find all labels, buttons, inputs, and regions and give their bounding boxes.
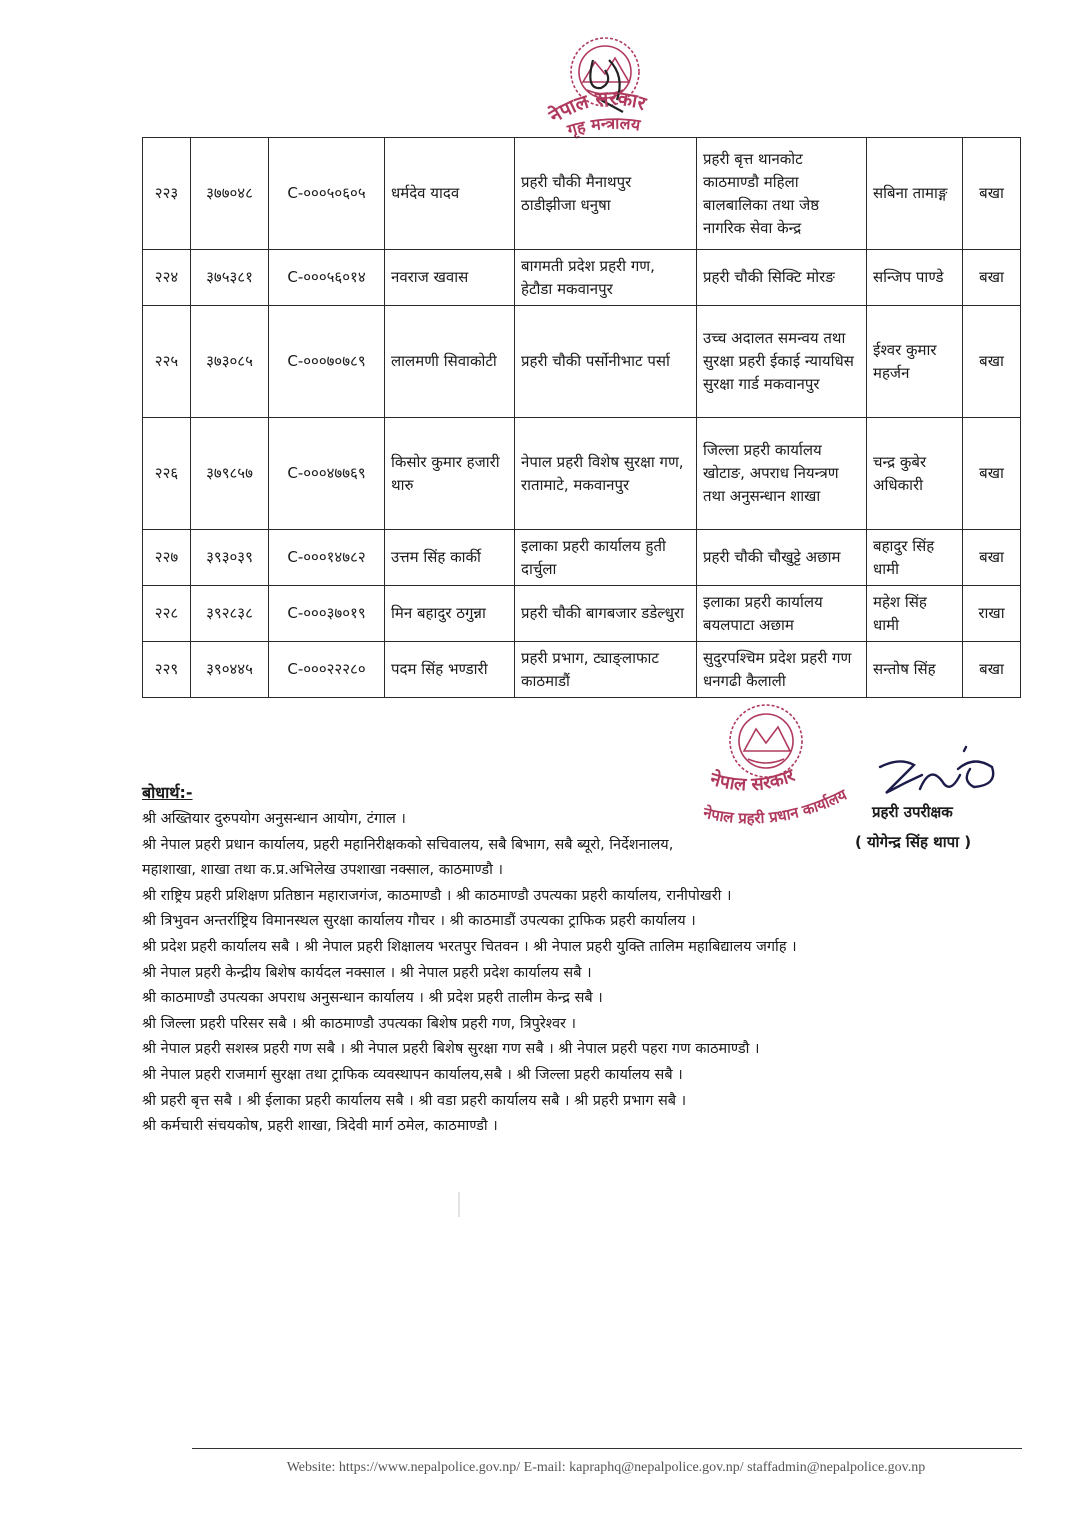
replacement-officer-cell: सन्तोष सिंह [867,642,963,698]
seal-text-line1: नेपाल सरकार [545,87,649,128]
replacement-officer-cell: महेश सिंह धामी [867,586,963,642]
code-number-cell: C-०००२२२८० [269,642,385,698]
name-cell: उत्तम सिंह कार्की [385,530,515,586]
serial-number-cell: २२८ [143,586,191,642]
footer-contact: Website: https://www.nepalpolice.gov.np/ E-mail: kapraphq@nepalpolice.gov.np/ staffadmin@nepalpolice.gov.np [286,1460,926,1475]
serial-number-cell: २२४ [143,250,191,306]
cc-line: श्री नेपाल प्रहरी प्रधान कार्यालय, प्रहरी महानिरीक्षकको सचिवालय, सबै बिभाग, सबै ब्यूरो, निर्देशनालय, [142,836,674,853]
signature [870,745,1010,809]
table-row [143,306,1021,418]
transfer-records-table [142,137,1021,698]
cc-line: श्री नेपाल प्रहरी राजमार्ग सुरक्षा तथा ट्राफिक व्यवस्थापन कार्यालय,सबै । श्री जिल्ला प्रहरी कार्यालय सबै । [142,1066,683,1083]
status-cell: बखा [963,138,1021,250]
status-cell: राखा [963,586,1021,642]
code-number-cell: C-०००५०६०५ [269,138,385,250]
new-post-cell: जिल्ला प्रहरी कार्यालय खोटाङ, अपराध नियन्त्रण तथा अनुसन्धान शाखा [697,418,867,530]
police-id-cell: ३९२८३८ [191,586,269,642]
signatory-title: प्रहरी उपरीक्षक [872,803,953,821]
current-post-cell: इलाका प्रहरी कार्यालय हुती दार्चुला [515,530,697,586]
replacement-officer-cell: बहादुर सिंह धामी [867,530,963,586]
current-post-cell: नेपाल प्रहरी विशेष सुरक्षा गण, रातामाटे, मकवानपुर [515,418,697,530]
cc-line: महाशाखा, शाखा तथा क.प्र.अभिलेख उपशाखा नक्साल, काठमाण्डौ । [142,862,503,879]
table-row [143,642,1021,698]
name-cell: धर्मदेव यादव [385,138,515,250]
cc-line: श्री कर्मचारी संचयकोष, प्रहरी शाखा, त्रिदेवी मार्ग ठमेल, काठमाण्डौ । [142,1118,498,1135]
status-cell: बखा [963,418,1021,530]
name-cell: मिन बहादुर ठगुन्ना [385,586,515,642]
current-post-cell: प्रहरी चौकी मैनाथपुर ठाडीझीजा धनुषा [515,138,697,250]
new-post-cell: इलाका प्रहरी कार्यालय बयलपाटा अछाम [697,586,867,642]
table-row [143,250,1021,306]
current-post-cell: प्रहरी प्रभाग, ट्याङ्लाफाट काठमाडौं [515,642,697,698]
handwritten-signature-icon [870,745,1010,805]
code-number-cell: C-०००३७०१९ [269,586,385,642]
table-row [143,530,1021,586]
scan-artifact [458,1192,460,1217]
cc-line: श्री त्रिभुवन अन्तर्राष्ट्रिय विमानस्थल सुरक्षा कार्यालय गौचर । श्री काठमाडौं उपत्यका ट्राफिक प्रहरी कार्यालय । [142,913,696,930]
table-row [143,586,1021,642]
new-post-cell: उच्च अदालत समन्वय तथा सुरक्षा प्रहरी ईकाई न्यायधिस सुरक्षा गार्ड मकवानपुर [697,306,867,418]
police-id-cell: ३९३०३९ [191,530,269,586]
name-cell: नवराज खवास [385,250,515,306]
status-cell: बखा [963,530,1021,586]
serial-number-cell: २२३ [143,138,191,250]
cc-line: श्री जिल्ला प्रहरी परिसर सबै । श्री काठमाण्डौ उपत्यका बिशेष प्रहरी गण, त्रिपुरेश्वर । [142,1015,577,1032]
code-number-cell: C-०००५६०१४ [269,250,385,306]
cc-heading: बोधार्थ:- [142,783,193,802]
cc-line: श्री नेपाल प्रहरी सशस्त्र प्रहरी गण सबै । श्री नेपाल प्रहरी बिशेष सुरक्षा गण सबै । श्री नेपाल प्रहरी पहरा गण काठमाण्डौ । [142,1041,760,1058]
replacement-officer-cell: चन्द्र कुबेर अधिकारी [867,418,963,530]
signatory-name: ( योगेन्द्र सिंह थापा ) [855,833,972,851]
name-cell: लालमणी सिवाकोटी [385,306,515,418]
new-post-cell: प्रहरी बृत्त थानकोट काठमाण्डौ महिला बालबालिका तथा जेष्ठ नागरिक सेवा केन्द्र [697,138,867,250]
name-cell: पदम सिंह भण्डारी [385,642,515,698]
cc-line: श्री प्रदेश प्रहरी कार्यालय सबै । श्री नेपाल प्रहरी शिक्षालय भरतपुर चितवन । श्री नेपाल प्रहरी युक्ति तालिम महाबिद्यालय जर्गाह । [142,938,797,955]
new-post-cell: प्रहरी चौकी चौखुट्टे अछाम [697,530,867,586]
seal-text-line2: गृह मन्त्रालय [565,113,642,140]
serial-number-cell: २२७ [143,530,191,586]
replacement-officer-cell: सन्जिप पाण्डे [867,250,963,306]
cc-line: श्री प्रहरी बृत्त सबै । श्री ईलाका प्रहरी कार्यालय सबै । श्री वडा प्रहरी कार्यालय सबै । श्री प्रहरी प्रभाग सबै । [142,1092,687,1109]
police-id-cell: ३७५३८१ [191,250,269,306]
police-id-cell: ३९०४४५ [191,642,269,698]
code-number-cell: C-०००४७७६९ [269,418,385,530]
cc-line: श्री राष्ट्रिय प्रहरी प्रशिक्षण प्रतिष्ठान महाराजगंज, काठमाण्डौ । श्री काठमाण्डौ उपत्यका प्रहरी कार्यालय, रानीपोखरी । [142,887,732,904]
cc-line: श्री अख्तियार दुरुपयोग अनुसन्धान आयोग, टंगाल । [142,811,406,827]
police-id-cell: ३७३०८५ [191,306,269,418]
svg-text:नेपाल सरकार [707,765,798,796]
serial-number-cell: २२६ [143,418,191,530]
table-row [143,138,1021,250]
status-cell: बखा [963,250,1021,306]
status-cell: बखा [963,306,1021,418]
police-id-cell: ३७९८५७ [191,418,269,530]
current-post-cell: प्रहरी चौकी बागबजार डडेल्धुरा [515,586,697,642]
current-post-cell: बागमती प्रदेश प्रहरी गण, हेटौडा मकवानपुर [515,250,697,306]
code-number-cell: C-०००७०७८९ [269,306,385,418]
current-post-cell: प्रहरी चौकी पर्सोनीभाट पर्सा [515,306,697,418]
footer-rule [192,1448,1022,1449]
code-number-cell: C-०००१४७८२ [269,530,385,586]
status-cell: बखा [963,642,1021,698]
police-id-cell: ३७७०४८ [191,138,269,250]
seal-text-line1: नेपाल सरकार [707,764,798,796]
cc-list [142,807,872,1140]
seal-text-line3: नेपाल प्रहरी प्रधान कार्यालय [701,785,850,828]
serial-number-cell: २२९ [143,642,191,698]
serial-number-cell: २२५ [143,306,191,418]
cc-line: श्री काठमाण्डौ उपत्यका अपराध अनुसन्धान कार्यालय । श्री प्रदेश प्रहरी तालीम केन्द्र सबै । [142,990,603,1007]
new-post-cell: प्रहरी चौकी सिक्टि मोरङ [697,250,867,306]
cc-line: श्री नेपाल प्रहरी केन्द्रीय बिशेष कार्यदल नक्साल । श्री नेपाल प्रहरी प्रदेश कार्यालय सबै । [142,964,592,981]
replacement-officer-cell: ईश्वर कुमार महर्जन [867,306,963,418]
table-row [143,418,1021,530]
name-cell: किसोर कुमार हजारी थारु [385,418,515,530]
replacement-officer-cell: सबिना तामाङ्ग [867,138,963,250]
new-post-cell: सुदुरपश्चिम प्रदेश प्रहरी गण धनगढी कैलाली [697,642,867,698]
